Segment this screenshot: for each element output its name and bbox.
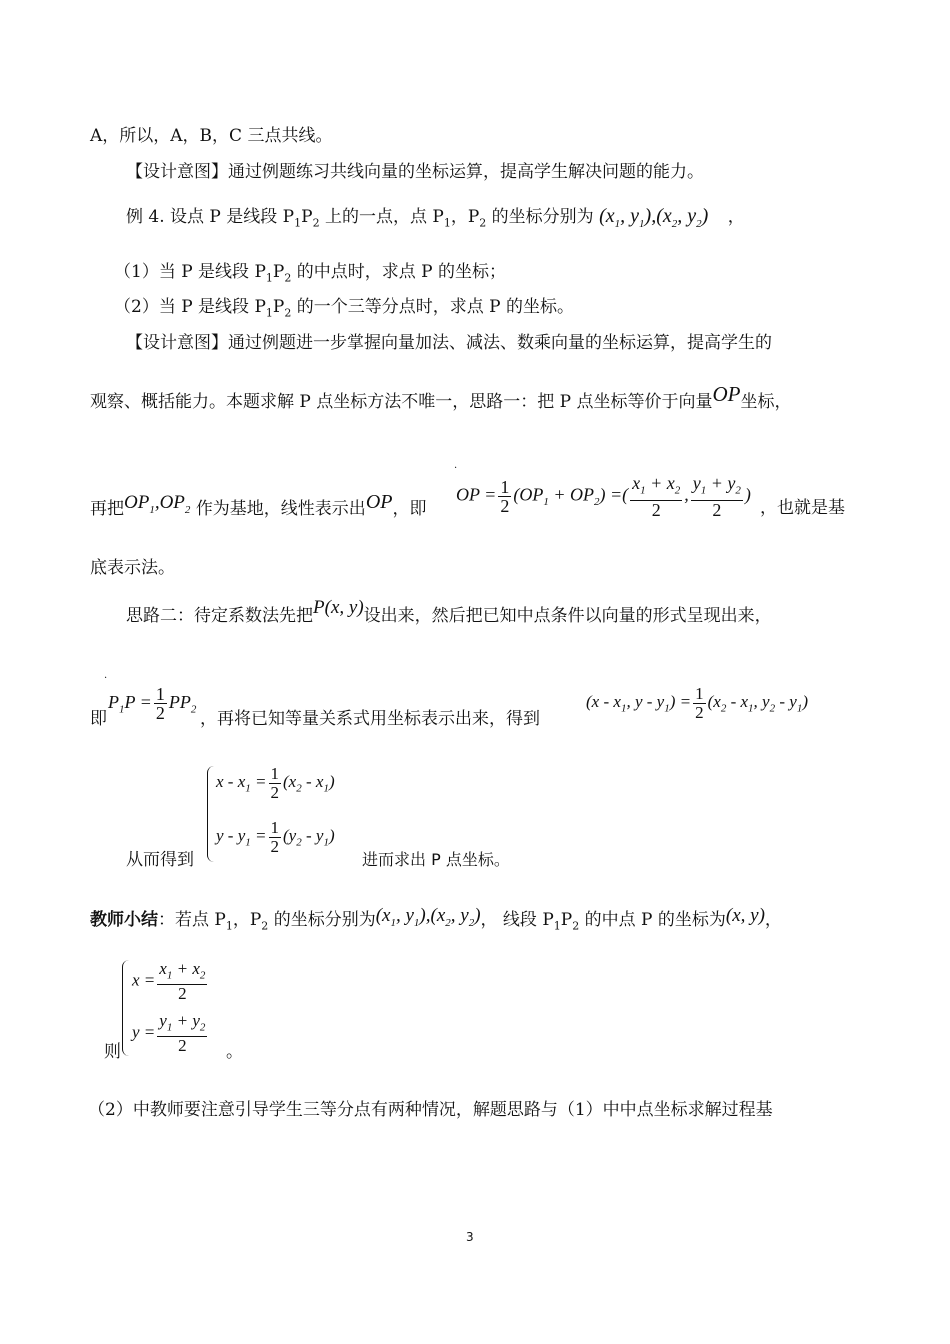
design-intent-tag: 【设计意图】 [126,333,228,353]
text-frag: 思路二：待定系数法先把 [126,606,313,626]
vector-op: OP [712,382,741,406]
text-frag: P [301,207,313,227]
teacher-summary: 教师小结：若点 $P_1$，$P_2$ 的坐标分别为($x_1$, $y_1),(x_2$, $y_2$)， 线段 $P_1P_2$ 的中点 P 的坐标为(x, y)， [90,905,782,933]
page-number: 3 [466,1230,474,1244]
text-frag: 坐标， [740,392,792,412]
example-4-statement: 例 4. 设点 P 是线段 $P_1P_2$ 上的一点，点 $P_1$，$P_2$ 的坐标分别为 ($x_1$, $y_1),(x_2$, $y_2$) ， [126,205,745,230]
summary-tag: 教师小结 [90,910,158,930]
text-frag: 例 4. 设点 P 是线段 P [126,207,295,227]
text-line-1: A，所以，A，B，C 三点共线。 [90,126,333,146]
point-p-formula: P(x, y) [313,597,364,618]
brace-left [207,766,214,862]
dot-mark: . [454,460,458,471]
text-line-8 [90,491,427,528]
text-frag: 的坐标分别为 [268,910,376,930]
design-intent-1 [126,160,704,184]
text-line-7 [90,382,792,414]
midpoint-x: x = $\frac{x_1 + x_2}{2}$ [132,959,206,1004]
text-frag: ，P [232,910,262,930]
text-line-9: 底表示法。 [90,558,175,578]
system-eq-1: x - $x_1$ = $\frac{1}{2}$ $(x_2 - x_1)$ [216,763,335,802]
text-frag: 设出来，然后把已知中点条件以向量的形式呈现出来， [363,606,772,626]
question-2: （2）当 P 是线段 $P_1P_2$ 的一个三等分点时，求点 P 的坐标。 [114,297,575,320]
text-frag: ， 线段 P [480,910,554,930]
text-frag: 的一个三等分点时，求点 P 的坐标。 [291,297,575,317]
then-end: 。 [226,1042,243,1062]
system-eq-2: y - $y_1$ = $\frac{1}{2}$ $(y_2 - y_1)$ [216,817,335,856]
text-frag: P [272,297,285,317]
text-frag: P [560,910,573,930]
text-frag: 的中点时，求点 P 的坐标； [291,262,507,282]
vector-basis: $OP_1,OP_2$ [124,492,191,516]
brace-left [122,960,129,1056]
design-intent-body: 通过例题练习共线向量的坐标运算，提高学生解决问题的能力。 [228,162,704,182]
coord-formula: ($x_1$, $y_1),(x_2$, $y_2$) [599,205,709,230]
formula-coord-eq: ($x - x_1$, y - $y_1$) = $\frac{1}{2}$ ($x_2 - x_1$, $y_2 - y_1$) [586,683,808,722]
text-line-11-start: 即 [90,709,107,729]
text-frag: ，即 [392,499,427,519]
text-frag: 上的一点，点 P [319,207,444,227]
then-label: 则 [104,1042,121,1062]
coord-formula: ($x_1$, $y_1),(x_2$, $y_2$) [375,905,481,929]
point-formula: (x, y) [725,905,765,926]
text-frag: P [272,262,285,282]
dot-mark: . [104,670,108,681]
formula-op-half: OP = $\frac{1}{2}$ $(OP_1 + OP_2)$ =( $\frac{x_1 + x_2}{2}$ , $\frac{y_1 + y_2}{2}$ ) [456,473,751,520]
text-frag: （2）当 P 是线段 P [114,297,266,317]
text-frag: 的坐标分别为 [486,207,594,227]
text-frag: 的中点 P 的坐标为 [579,910,726,930]
text-frag: 再把 [90,499,124,519]
text-frag: ， [727,207,745,227]
text-frag: ：若点 P [158,910,226,930]
text-frag: ，P [450,207,480,227]
text-line-8-end: ，也就是基 [760,498,845,518]
midpoint-y: y = $\frac{y_1 + y_2}{2}$ [132,1011,206,1056]
text-line-12-end: 进而求出 P 点坐标。 [362,850,510,869]
question-1: （1）当 P 是线段 $P_1P_2$ 的中点时，求点 P 的坐标； [114,262,507,285]
text-frag: 作为基地，线性表示出 [195,499,366,519]
design-intent-2 [126,331,772,355]
formula-p1p: $P_1P$ = $\frac{1}{2}$ $PP_2$ [108,684,197,724]
text-line-11-mid: ，再将已知等量关系式用坐标表示出来，得到 [200,709,540,729]
text-line-12-start: 从而得到 [126,850,194,870]
design-intent-tag: 【设计意图】 [126,162,228,182]
text-frag: 观察、概括能力。本题求解 P 点坐标方法不唯一，思路一：把 P 点坐标等价于向量 [90,392,713,412]
text-frag: 通过例题进一步掌握向量加法、减法、数乘向量的坐标运算，提高学生的 [228,333,772,353]
text-frag: （1）当 P 是线段 P [114,262,266,282]
text-frag: ， [764,910,782,930]
vector-op: OP [365,491,393,513]
text-line-10 [126,597,772,628]
text-line-last: （2）中教师要注意引导学生三等分点有两种情况，解题思路与（1）中中点坐标求解过程基 [88,1100,773,1120]
